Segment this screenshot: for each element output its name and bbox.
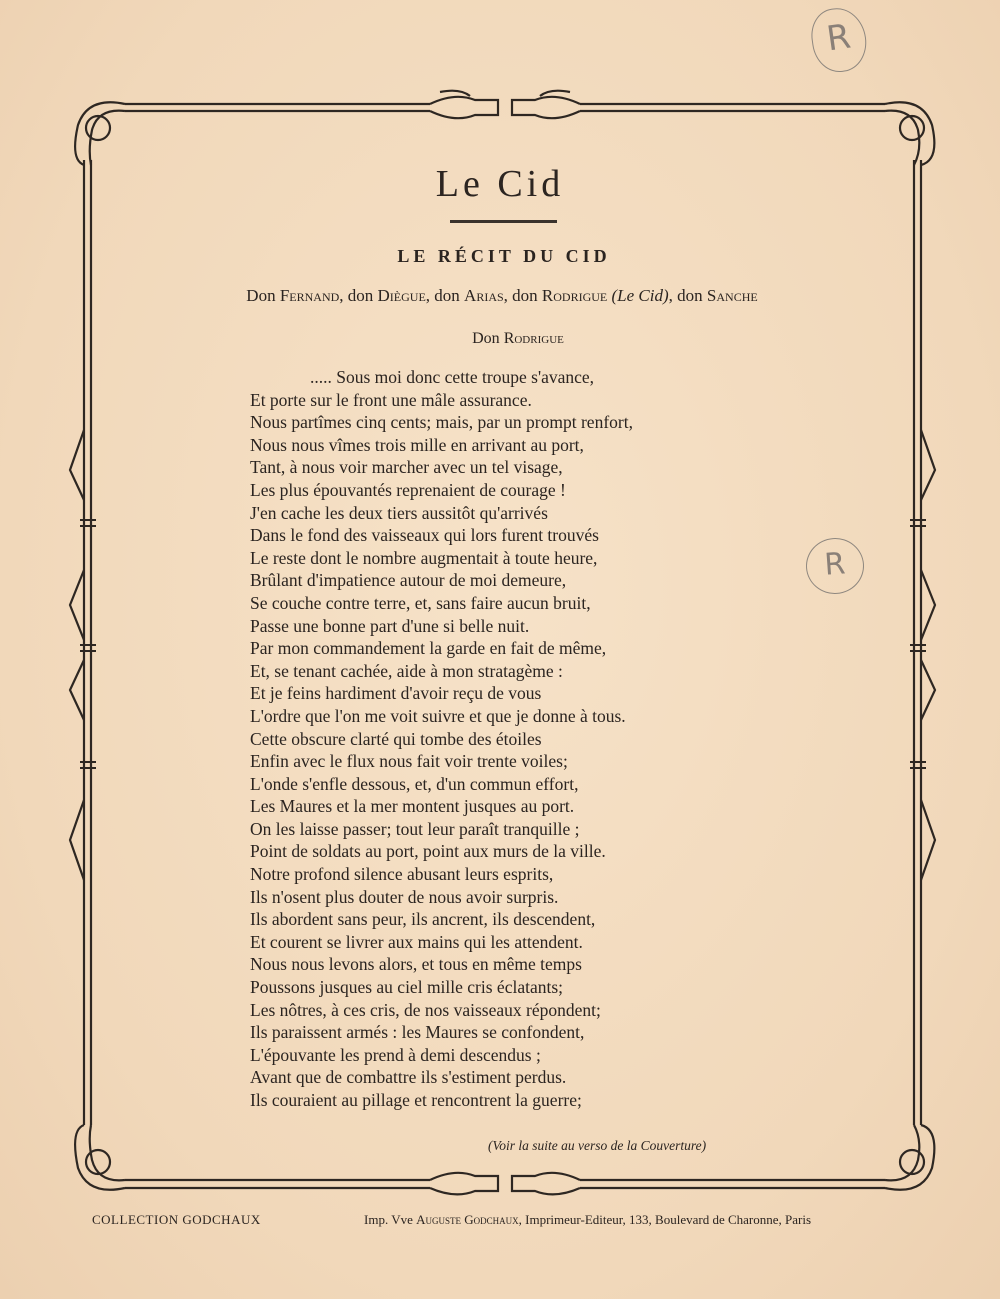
verse-line: Avant que de combattre ils s'estiment perdus.	[250, 1067, 567, 1088]
footer-imprint-name: Auguste Godchaux	[416, 1212, 519, 1227]
verse-line: Nous nous vîmes trois mille en arrivant au port,	[250, 434, 584, 455]
verse-line: L'onde s'enfle dessous, et, d'un commun effort,	[250, 773, 579, 794]
page-title: Le Cid	[435, 163, 565, 205]
library-stamp-middle: R	[804, 536, 866, 596]
title-divider	[450, 220, 557, 223]
verse-line: Passe une bonne part d'une si belle nuit.	[250, 615, 530, 636]
verse-line: Les nôtres, à ces cris, de nos vaisseaux répondent;	[250, 999, 601, 1020]
verse-block	[250, 366, 810, 1112]
verse-line: Poussons jusques au ciel mille cris éclatants;	[250, 977, 564, 998]
verse-line: Nous nous levons alors, et tous en même temps	[250, 954, 582, 975]
verse-line: Par mon commandement la garde en fait de même,	[250, 638, 607, 659]
verse-line: Notre profond silence abusant leurs esprits,	[250, 864, 554, 885]
speaker-name	[0, 330, 1000, 348]
verse-line: Et je feins hardiment d'avoir reçu de vous	[250, 683, 542, 704]
character-separator: , don	[503, 286, 542, 305]
verse-line: ..... Sous moi donc cette troupe s'avance,	[310, 367, 595, 387]
verse-line: Point de soldats au port, point aux murs de la ville.	[250, 841, 606, 862]
verse-line: Ils abordent sans peur, ils ancrent, ils descendent,	[250, 909, 596, 930]
verse-line: Et, se tenant cachée, aide à mon stratagème :	[250, 660, 563, 681]
character-separator: , don	[425, 286, 465, 305]
verse-line: Enfin avec le flux nous fait voir trente voiles;	[250, 751, 568, 772]
character-prefix: Don	[246, 286, 280, 305]
verse-line: Ils n'osent plus douter de nous avoir surpris.	[250, 886, 559, 907]
character-separator: , don	[668, 286, 707, 305]
footer-imprint-address: , Imprimeur-Editeur, 133, Boulevard de Charonne, Paris	[518, 1212, 812, 1227]
verse-line: On les laisse passer; tout leur paraît tranquille ;	[250, 818, 580, 839]
character-sanche: Sanche	[706, 286, 758, 305]
footer-imprint	[364, 1212, 811, 1228]
verse-line: L'épouvante les prend à demi descendus ;	[250, 1044, 541, 1065]
verse-line: Les Maures et la mer montent jusques au port.	[250, 796, 575, 817]
character-arias: Arias	[464, 286, 504, 305]
continuation-note: (Voir la suite au verso de la Couverture)	[488, 1138, 707, 1153]
footer-collection: COLLECTION GODCHAUX	[92, 1212, 261, 1227]
verse-line: J'en cache les deux tiers aussitôt qu'arrivés	[250, 502, 548, 523]
verse-line: Le reste dont le nombre augmentait à toute heure,	[250, 547, 598, 568]
verse-line: Tant, à nous voir marcher avec un tel visage,	[250, 457, 563, 478]
speaker-rodrigue: Rodrigue	[503, 330, 564, 347]
character-separator: , don	[339, 286, 378, 305]
library-stamp-top: R	[808, 5, 870, 76]
footer-imprint-prefix: Imp. Vve	[364, 1212, 417, 1227]
verse-line: Ils couraient au pillage et rencontrent la guerre;	[250, 1090, 582, 1110]
verse-line: Brûlant d'impatience autour de moi demeure,	[250, 570, 567, 591]
verse-line: Nous partîmes cinq cents; mais, par un prompt renfort,	[250, 412, 633, 433]
verse-line: Les plus épouvantés reprenaient de courage !	[250, 479, 566, 500]
character-rodrigue: Rodrigue	[541, 286, 608, 305]
character-fernand: Fernand	[279, 286, 340, 305]
verse-line: Dans le fond des vaisseaux qui lors furent trouvés	[250, 525, 599, 546]
verse-line: Cette obscure clarté qui tombe des étoiles	[250, 728, 542, 749]
verse-line: Ils paraissent armés : les Maures se confondent,	[250, 1022, 585, 1043]
speaker-prefix: Don	[472, 330, 504, 347]
character-diegue: Diègue	[377, 286, 426, 305]
verse-line: L'ordre que l'on me voit suivre et que je donne à tous.	[250, 705, 626, 726]
page-subtitle: LE RÉCIT DU CID	[397, 246, 611, 266]
verse-line: Et courent se livrer aux mains qui les attendent.	[250, 931, 583, 952]
verse-line: Se couche contre terre, et, sans faire aucun bruit,	[250, 592, 591, 613]
character-le-cid: (Le Cid)	[607, 286, 669, 305]
verse-line: Et porte sur le front une mâle assurance.	[250, 389, 532, 410]
character-list	[0, 286, 1000, 306]
